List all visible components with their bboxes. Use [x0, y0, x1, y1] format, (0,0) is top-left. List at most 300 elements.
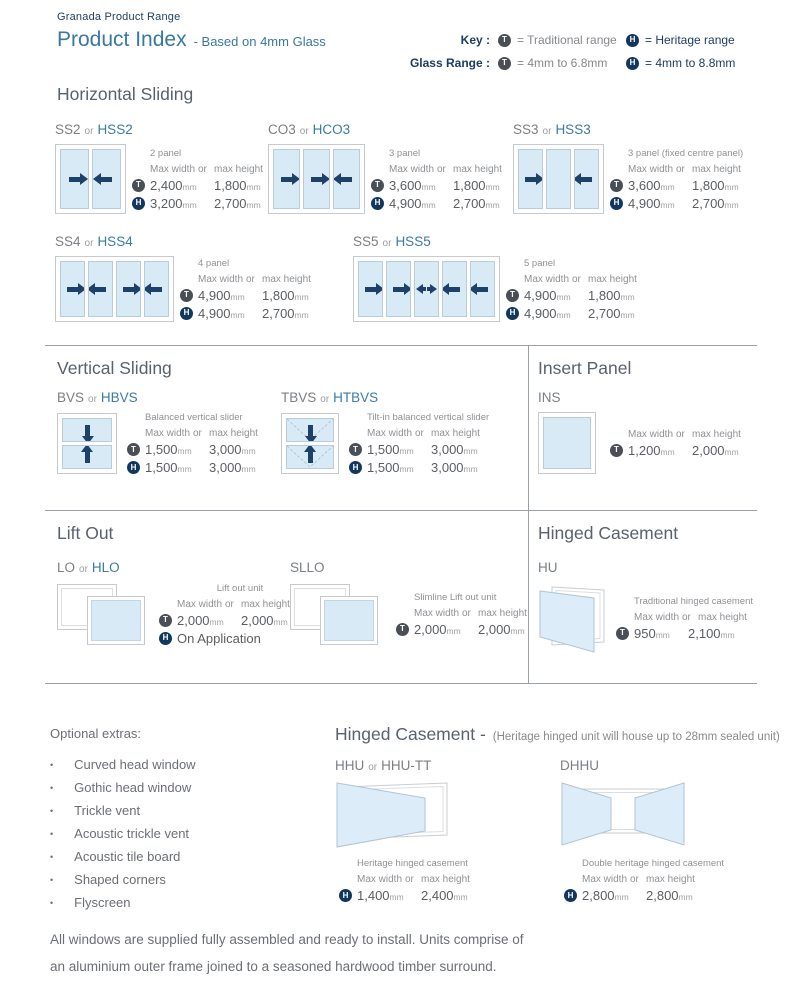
arrow-right-icon — [525, 177, 536, 182]
spec-row-heritage — [371, 196, 502, 211]
arrow-right-icon — [393, 287, 404, 292]
max-height-value: 2,000mm — [478, 621, 525, 637]
extras-item: • Acoustic trickle vent — [50, 827, 196, 840]
heritage-badge: H — [626, 34, 639, 47]
traditional-badge: T — [180, 289, 193, 302]
product-co3 — [268, 122, 502, 214]
on-application-label: On Application — [177, 630, 261, 646]
max-height-header: max height — [214, 163, 263, 175]
product-description: Lift out unit — [216, 582, 264, 594]
product-ss4 — [55, 234, 311, 322]
traditional-badge: T — [616, 627, 629, 640]
product-code — [513, 122, 743, 137]
window-pane — [546, 149, 571, 209]
window-diagram — [538, 412, 596, 474]
max-width-value: 1,400mm — [357, 888, 404, 903]
code-heritage: HBVS — [100, 390, 138, 405]
product-description: Slimline Lift out unit — [414, 591, 497, 603]
spec-table — [564, 858, 724, 903]
section-heading-note: (Heritage hinged unit will house up to 28mm sealed unit) — [492, 731, 780, 743]
product-sllo — [290, 560, 527, 646]
max-width-header: Max width — [367, 428, 413, 439]
code-traditional: SS5 — [353, 234, 379, 249]
max-height-value: 2,000mm — [692, 442, 739, 458]
code-traditional: SS3 — [513, 122, 539, 137]
glass-traditional — [498, 56, 626, 70]
heritage-badge: H — [339, 889, 352, 902]
max-height-value: 2,700mm — [453, 195, 500, 211]
spec-row-heritage — [180, 306, 311, 321]
arrow-down-icon — [85, 425, 90, 436]
max-width-value: 1,500mm — [145, 442, 192, 457]
window-diagram — [513, 144, 604, 214]
code-traditional: TBVS — [281, 390, 317, 405]
code-heritage-tt: HHU-TT — [381, 758, 432, 773]
spec-table — [371, 148, 502, 211]
product-code — [57, 390, 258, 405]
or-label: or — [572, 273, 581, 285]
max-width-header: Max width — [634, 611, 680, 623]
code-heritage: HLO — [91, 560, 120, 575]
code-traditional: CO3 — [268, 122, 296, 137]
max-height-value: 2,700mm — [692, 195, 739, 211]
code-traditional: HU — [538, 560, 558, 575]
spec-row-heritage — [349, 460, 489, 475]
code-traditional: BVS — [57, 390, 85, 405]
max-height-value: 2,100mm — [688, 625, 735, 641]
spec-header — [628, 164, 743, 175]
header — [57, 11, 326, 52]
spec-row-traditional — [396, 622, 527, 637]
max-height-value: 3,000mm — [209, 442, 256, 457]
traditional-badge: T — [506, 289, 519, 302]
footer-line-1: All windows are supplied fully assembled and ready to install. Units comprise of — [50, 932, 524, 947]
max-height-header: max height — [692, 428, 741, 440]
section-heading-lift-out: Lift Out — [57, 523, 114, 543]
arrow-up-icon — [85, 452, 90, 463]
product-tbvs — [281, 390, 489, 475]
code-heritage: HTBVS — [333, 390, 379, 405]
heritage-badge: H — [180, 307, 193, 320]
extras-item: • Trickle vent — [50, 804, 196, 817]
spec-row-traditional — [159, 613, 311, 628]
traditional-badge: T — [349, 443, 362, 456]
heritage-badge: H — [610, 197, 623, 210]
product-ins — [538, 390, 741, 474]
product-code — [55, 234, 311, 249]
product-description: Double heritage hinged casement — [582, 858, 725, 869]
arrow-right-icon — [281, 177, 292, 182]
max-height-value: 2,700mm — [262, 305, 309, 321]
code-traditional: SS2 — [55, 122, 81, 137]
window-pane — [60, 261, 85, 317]
or-label: or — [88, 394, 97, 405]
spec-header — [357, 874, 470, 885]
traditional-badge: T — [132, 179, 145, 192]
window-diagram — [335, 781, 451, 849]
or-label: or — [437, 163, 446, 175]
arrow-down-icon — [308, 425, 313, 436]
arrow-right-icon — [365, 287, 376, 292]
max-width-header: Max width — [150, 163, 196, 175]
traditional-badge: T — [127, 443, 140, 456]
max-height-header: max height — [588, 273, 637, 285]
key-legend — [410, 33, 748, 70]
arrow-right-icon — [123, 287, 134, 292]
spec-table — [159, 583, 311, 646]
section-heading-text: Hinged Casement - — [335, 724, 486, 744]
product-code — [55, 122, 263, 137]
max-width-header: Max width — [198, 273, 244, 285]
max-height-value: 2,800mm — [646, 888, 693, 903]
heritage-badge: H — [349, 461, 362, 474]
code-heritage: HCO3 — [312, 122, 351, 137]
max-height-header: max height — [241, 598, 290, 610]
extras-list — [50, 758, 196, 909]
heritage-badge: H — [626, 57, 639, 70]
window-diagram — [290, 582, 378, 646]
extras-item: • Curved head window — [50, 758, 196, 771]
or-label: or — [676, 163, 685, 175]
code-traditional: SLLO — [290, 560, 325, 575]
product-code — [268, 122, 502, 137]
spec-row-heritage — [132, 196, 263, 211]
spec-row-traditional — [180, 288, 311, 303]
max-width-value: 950mm — [634, 625, 670, 641]
window-pane — [414, 261, 439, 317]
lift-out-pane — [87, 596, 145, 645]
extras-item: • Acoustic tile board — [50, 850, 196, 863]
window-pane — [358, 261, 383, 317]
max-height-value: 2,700mm — [214, 195, 261, 211]
product-hhu — [335, 758, 470, 903]
spec-table — [616, 596, 753, 641]
page-title: Product Index — [57, 28, 187, 51]
traditional-badge: T — [371, 179, 384, 192]
heritage-glass-label: = 4mm to 8.8mm — [645, 56, 736, 70]
traditional-glass-label: = 4mm to 6.8mm — [517, 56, 608, 70]
or-label: or — [462, 607, 471, 619]
or-label: or — [84, 126, 94, 137]
footer-note — [50, 926, 523, 980]
window-diagram — [57, 582, 145, 646]
product-ss5 — [353, 234, 637, 322]
code-traditional: SS4 — [55, 234, 81, 249]
max-height-value: 1,800mm — [692, 177, 739, 193]
product-description: 5 panel — [524, 257, 556, 269]
spec-header — [628, 429, 741, 440]
key-traditional — [498, 33, 626, 47]
spec-row-heritage — [127, 460, 258, 475]
window-diagram — [55, 256, 174, 322]
spec-table — [180, 258, 311, 321]
extras-item: • Shaped corners — [50, 873, 196, 886]
max-width-value: 4,900mm — [198, 305, 245, 321]
or-label: or — [682, 611, 691, 623]
product-hu — [538, 560, 753, 654]
or-label: or — [84, 238, 94, 249]
window-pane — [470, 261, 495, 317]
heritage-badge: H — [371, 197, 384, 210]
max-height-header: max height — [646, 874, 695, 885]
max-height-header: max height — [692, 163, 741, 175]
product-code — [57, 560, 311, 575]
arrow-left-icon — [449, 287, 460, 292]
product-code — [353, 234, 637, 249]
product-description: 3 panel — [389, 147, 421, 159]
arrow-left-icon — [151, 287, 162, 292]
traditional-range-label: = Traditional range — [517, 33, 617, 47]
product-ss2 — [55, 122, 263, 214]
spec-row-traditional — [349, 442, 489, 457]
heritage-badge: H — [132, 197, 145, 210]
or-label: or — [320, 394, 330, 405]
or-label: or — [368, 762, 378, 773]
or-label: or — [676, 428, 685, 440]
window-pane — [144, 261, 169, 317]
spec-row-traditional — [371, 178, 502, 193]
window-pane — [60, 149, 89, 209]
spec-row-traditional — [616, 626, 753, 641]
code-heritage: HSS4 — [97, 234, 133, 249]
spec-header — [634, 612, 753, 623]
product-description: 4 panel — [198, 257, 230, 269]
max-width-value: 2,000mm — [177, 612, 224, 628]
window-pane — [62, 418, 112, 442]
max-height-value: 1,800mm — [262, 287, 309, 303]
traditional-badge: T — [610, 444, 623, 457]
window-pane — [286, 445, 334, 469]
range-eyebrow: Granada Product Range — [57, 11, 181, 23]
window-pane — [303, 149, 330, 209]
or-label: or — [415, 428, 424, 439]
max-width-header: Max width — [177, 598, 223, 610]
max-width-value: 3,200mm — [150, 195, 197, 211]
glass-range-label: Glass Range : — [409, 56, 490, 70]
window-pane — [386, 261, 411, 317]
spec-row-traditional — [610, 443, 741, 458]
traditional-badge: T — [498, 57, 511, 70]
code-heritage: HSS3 — [555, 122, 591, 137]
window-pane — [333, 149, 360, 209]
spec-row-heritage — [564, 888, 724, 903]
or-label: or — [630, 874, 639, 885]
window-pane — [88, 261, 113, 317]
product-description: 3 panel (fixed centre panel) — [628, 147, 744, 159]
window-diagram — [268, 144, 365, 214]
code-traditional: LO — [57, 560, 76, 575]
max-width-header: Max width — [628, 163, 674, 175]
spec-table — [349, 412, 489, 475]
max-width-value: 4,900mm — [628, 195, 675, 211]
spec-header — [582, 874, 724, 885]
code-heritage: HSS2 — [97, 122, 133, 137]
max-width-value: 3,600mm — [628, 177, 675, 193]
max-width-header: Max width — [389, 163, 435, 175]
product-ss3 — [513, 122, 743, 214]
max-width-header: Max width — [628, 428, 674, 440]
spec-row-traditional — [127, 442, 258, 457]
traditional-badge: T — [396, 623, 409, 636]
window-diagram — [560, 781, 686, 849]
spec-table — [339, 858, 470, 903]
product-description: 2 panel — [150, 147, 182, 159]
arrow-double-icon — [423, 287, 430, 291]
extras-title: Optional extras: — [50, 726, 142, 741]
traditional-badge: T — [498, 34, 511, 47]
section-divider — [45, 510, 757, 511]
spec-row-heritage — [339, 888, 470, 903]
max-height-value: 2,700mm — [588, 305, 635, 321]
spec-header — [198, 274, 311, 285]
spec-table — [610, 148, 743, 211]
column-divider — [528, 345, 529, 683]
window-pane — [116, 261, 141, 317]
section-heading-insert-panel: Insert Panel — [538, 358, 632, 378]
product-description: Tilt-in balanced vertical slider — [367, 412, 490, 423]
max-width-value: 2,400mm — [150, 177, 197, 193]
code-heritage: HHU — [335, 758, 365, 773]
spec-row-heritage — [506, 306, 637, 321]
product-code — [335, 758, 470, 773]
spec-row-traditional — [610, 178, 743, 193]
max-width-value: 1,500mm — [367, 460, 414, 475]
window-pane — [92, 149, 121, 209]
section-heading-horizontal-sliding: Horizontal Sliding — [57, 84, 194, 104]
spec-row-heritage — [610, 196, 743, 211]
section-divider — [45, 683, 757, 684]
arrow-right-icon — [69, 177, 80, 182]
max-height-value: 1,800mm — [214, 177, 261, 193]
lift-out-pane — [320, 596, 378, 645]
product-dhhu — [560, 758, 724, 903]
arrow-left-icon — [581, 177, 592, 182]
window-diagram — [353, 256, 500, 322]
max-height-value: 1,800mm — [588, 287, 635, 303]
or-label: or — [542, 126, 552, 137]
window-pane — [442, 261, 467, 317]
section-heading-hinged-casement-heritage — [335, 724, 780, 745]
max-width-value: 3,600mm — [389, 177, 436, 193]
max-width-value: 2,800mm — [582, 888, 629, 903]
code-heritage: HSS5 — [395, 234, 431, 249]
code-heritage: DHHU — [560, 758, 599, 773]
product-description: Balanced vertical slider — [145, 412, 243, 423]
window-pane — [273, 149, 300, 209]
window-pane — [543, 417, 591, 469]
max-width-value: 1,500mm — [367, 442, 414, 457]
max-height-value: 3,000mm — [209, 460, 256, 475]
or-label: or — [382, 238, 392, 249]
arrow-left-icon — [101, 177, 112, 182]
product-code — [560, 758, 724, 773]
page-subtitle: - Based on 4mm Glass — [193, 34, 326, 49]
section-heading-hinged-casement: Hinged Casement — [538, 523, 679, 543]
max-width-header: Max width — [524, 273, 570, 285]
window-diagram — [281, 413, 339, 474]
spec-table — [610, 429, 741, 458]
window-pane — [574, 149, 599, 209]
window-diagram — [55, 144, 126, 214]
or-label: or — [193, 428, 202, 439]
arrow-up-icon — [308, 452, 313, 463]
spec-header — [150, 164, 263, 175]
max-width-header: Max width — [414, 607, 460, 619]
max-height-value: 2,400mm — [421, 888, 468, 903]
max-height-value: 2,000mm — [241, 612, 288, 628]
product-description: Heritage hinged casement — [357, 858, 468, 869]
max-width-header: Max width — [145, 428, 191, 439]
max-height-header: max height — [431, 428, 480, 439]
spec-header — [145, 428, 258, 439]
spec-header — [524, 274, 637, 285]
optional-extras — [50, 726, 196, 919]
product-bvs — [57, 390, 258, 475]
arrow-left-icon — [341, 177, 352, 182]
spec-table — [396, 592, 527, 637]
arrow-right-icon — [67, 287, 78, 292]
max-height-header: max height — [209, 428, 258, 439]
or-label: or — [299, 126, 309, 137]
max-width-header: Max width — [582, 874, 628, 885]
max-width-value: 1,500mm — [145, 460, 192, 475]
arrow-left-icon — [477, 287, 488, 292]
heritage-badge: H — [506, 307, 519, 320]
max-height-value: 3,000mm — [431, 442, 478, 457]
spec-row-traditional — [132, 178, 263, 193]
spec-header — [414, 608, 527, 619]
or-label: or — [246, 273, 255, 285]
spec-table — [127, 412, 258, 475]
window-pane — [286, 418, 334, 442]
max-width-value: 1,200mm — [628, 442, 675, 458]
code-traditional: INS — [538, 390, 561, 405]
max-height-header: max height — [698, 611, 747, 623]
footer-line-2: an aluminium outer frame joined to a seasoned hardwood timber surround. — [50, 959, 497, 974]
window-pane — [62, 445, 112, 469]
spec-table — [132, 148, 263, 211]
arrow-right-icon — [311, 177, 322, 182]
heritage-range-label: = Heritage range — [645, 33, 735, 47]
max-height-header: max height — [421, 874, 470, 885]
max-width-value: 2,000mm — [414, 621, 461, 637]
or-label: or — [405, 874, 414, 885]
section-divider — [45, 345, 757, 346]
max-width-value: 4,900mm — [389, 195, 436, 211]
spec-header — [367, 428, 489, 439]
glass-heritage — [626, 56, 748, 70]
key-heritage — [626, 33, 748, 47]
max-width-value: 4,900mm — [524, 287, 571, 303]
or-label: or — [79, 564, 88, 575]
heritage-badge: H — [127, 461, 140, 474]
heritage-badge: H — [159, 632, 172, 645]
spec-header — [389, 164, 502, 175]
max-height-header: max height — [478, 607, 527, 619]
max-height-value: 3,000mm — [431, 460, 478, 475]
product-code — [290, 560, 527, 575]
or-label: or — [225, 598, 234, 610]
max-width-value: 4,900mm — [198, 287, 245, 303]
product-code — [538, 560, 753, 575]
spec-row-heritage — [159, 631, 311, 646]
window-diagram — [57, 413, 117, 474]
traditional-badge: T — [610, 179, 623, 192]
product-lo — [57, 560, 311, 646]
extras-item: • Gothic head window — [50, 781, 196, 794]
max-height-header: max height — [262, 273, 311, 285]
window-pane — [518, 149, 543, 209]
